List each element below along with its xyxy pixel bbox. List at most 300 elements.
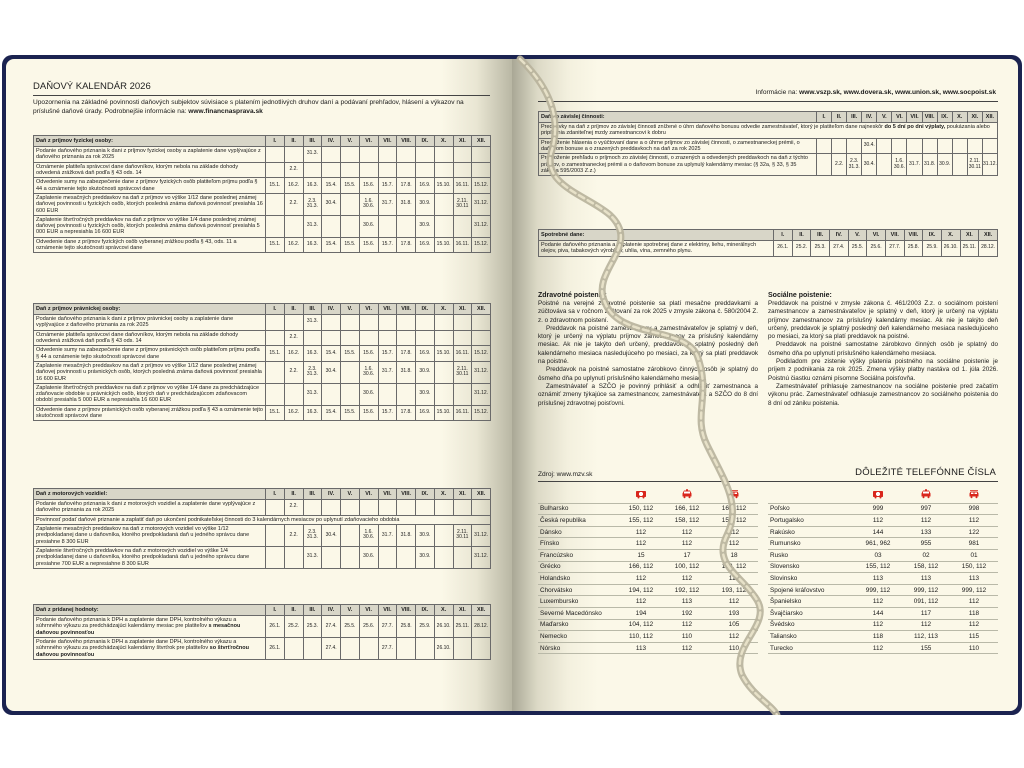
phone-number: 112 [664,642,710,654]
month-header: IX. [937,112,952,123]
phone-number: 112 [902,515,950,527]
phone-number: 999, 112 [854,584,902,596]
date-cell: 30.9. [416,215,435,237]
date-cell [434,361,453,383]
month-header: X. [434,489,453,500]
date-cell: 31.7. [378,361,397,383]
date-cell: 26.10. [941,241,960,257]
social-insurance-title: Sociálne poistenie: [768,292,832,299]
date-cell [472,162,491,178]
date-cell [982,138,997,154]
date-cell [284,215,303,237]
phone-number: 981 [950,538,998,550]
table-row [34,524,491,546]
date-cell: 27.4. [322,616,341,638]
table-income-individual [33,135,491,253]
date-cell [434,383,453,405]
date-cell: 16.3. [303,346,322,362]
table-row [34,162,491,178]
table-row [34,330,491,346]
section-header: Daň z príjmov fyzickej osoby: [34,136,266,147]
phone-number: 122 [950,526,998,538]
phone-number: 112 [710,526,758,538]
table-row [34,383,491,405]
date-cell: 31.3. [303,383,322,405]
date-cell [341,193,360,215]
date-cell [922,138,937,154]
date-cell: 15.12. [472,405,491,421]
month-header: V. [341,605,360,616]
paragraph: Preddavok na poistné zamestnancov a zamestnávateľov je splatný v deň, ktorý je určený na výplatu príjmov zamestnancov za príslušný kalendárny mesiac. Ak nie je takýto deň určený, preddavok je splatný posledný deň kalendárneho mesiaca nasledujúceho po mesiaci, za ktorý sa platí preddavok na poistné. [538,324,758,366]
date-cell [472,500,491,516]
date-cell [322,215,341,237]
date-cell: 31.12. [472,546,491,568]
date-cell: 27.7. [885,241,904,257]
month-header: XII. [472,489,491,500]
phone-number: 113 [618,642,664,654]
date-cell [453,500,472,516]
month-header: XI. [453,304,472,315]
section-header: Spotrebné dane: [539,230,774,241]
date-cell [359,315,378,331]
month-header: VIII. [922,112,937,123]
phone-number: 112 [710,596,758,608]
phone-number: 091, 112 [902,596,950,608]
date-cell: 16.11. [453,405,472,421]
date-cell: 31.7. [907,154,922,176]
ambulance-icon [872,494,884,501]
date-cell: 16.2. [284,405,303,421]
month-header: XI. [453,136,472,147]
date-cell [416,147,435,163]
date-cell [341,500,360,516]
date-cell: 27.4. [829,241,848,257]
row-description: Odvedenie sumy na zabezpečenie dane z príjmov právnických osôb platiteľom príjmu podľa § 44 a oznámenie tejto skutočnosti správcovi dane [34,346,266,362]
date-cell [322,330,341,346]
country-name: Švédsko [768,619,854,631]
date-cell [284,315,303,331]
phone-number: 118 [854,631,902,643]
source-note: Zdroj: www.mzv.sk [538,471,593,478]
date-cell [472,330,491,346]
date-cell [472,315,491,331]
date-cell [937,138,952,154]
date-cell [378,500,397,516]
date-cell: 26.10. [434,616,453,638]
date-cell: 30.4. [322,524,341,546]
date-cell: 30.9. [416,383,435,405]
date-cell [322,383,341,405]
row-description: Zaplatenie štvrťročných preddavkov na daň z príjmov vo výške 1/4 dane poslednej známej daňovej povinnosti u fyzických osôb, ktorých posledná známa daňová povinnosť presiahla 5 000 EUR a nepresiahla 16 600 EUR [34,215,266,237]
date-cell [266,546,285,568]
month-header: VIII. [904,230,923,241]
date-cell [303,637,322,659]
section-header: Daň zo závislej činnosti: [539,112,817,123]
date-cell: 31.8. [397,193,416,215]
table-row [34,616,491,638]
month-header: VII. [907,112,922,123]
date-cell [892,138,907,154]
phone-number: 166, 112 [664,503,710,515]
month-header: II. [284,136,303,147]
month-header: III. [303,304,322,315]
date-cell: 15.7. [378,178,397,194]
row-description: Predloženie prehľadu o príjmoch zo závislej činnosti, o zrazených a odvedených preddavkoch na daň z týchto príjmov, o zamestnaneckej prémii a o daňovom bonuse za uplynulý kalendárny mesiac (§ 32a, § 33, § 35 zákona 595/2003 Z.z.) [539,154,817,176]
date-cell [434,500,453,516]
paragraph: Zamestnávateľ prihlasuje zamestnancov na sociálne poistenie pred začatím výkonu prác. Zamestnávateľ odhlasuje zamestnancov zo sociálneho poistenia do 8 dní od zániku poistenia. [768,382,998,407]
country-name: Dánsko [538,526,618,538]
row-description: Zaplatenie mesačných preddavkov na daň z príjmov vo výške 1/12 dane poslednej známej daňovej povinnosti u právnických osôb, ktorých posledná známa daňová povinnosť presiahla 16 600 EUR [34,361,266,383]
row-description: Zaplatenie mesačných preddavkov na daň z motorových vozidiel vo výške 1/12 predpokladanej dane u daňovníka, ktorého predpokladaná daň u jedného správcu dane presiahne 8 300 EUR [34,524,266,546]
date-cell: 26.10. [434,637,453,659]
date-cell [397,383,416,405]
table-income-corporate [33,303,491,421]
table-row [34,215,491,237]
month-header: XII. [979,230,998,241]
date-cell [266,215,285,237]
date-cell: 30.4. [862,138,877,154]
left-page [6,59,512,711]
tax-table [33,604,491,660]
date-cell: 2.2. [284,330,303,346]
phone-number: 955 [902,538,950,550]
month-header: VI. [867,230,886,241]
date-cell: 17.8. [397,237,416,253]
date-cell [453,147,472,163]
date-cell [434,524,453,546]
date-cell [341,147,360,163]
phone-number: 110 [664,631,710,643]
table-header-row [34,605,491,616]
date-cell [266,524,285,546]
date-cell: 26.1. [774,241,793,257]
date-cell: 16.2. [284,237,303,253]
country-name: Fínsko [538,538,618,550]
month-header: V. [848,230,867,241]
country-name: Švajčiarsko [768,607,854,619]
month-header: XII. [472,304,491,315]
country-name: Rakúsko [768,526,854,538]
financnasprava-link[interactable]: www.financnasprava.sk [188,107,263,115]
month-header: VII. [378,489,397,500]
month-header: VI. [359,136,378,147]
month-header: II. [284,489,303,500]
police-icon [920,494,932,501]
phone-number: 155, 112 [618,515,664,527]
phone-number: 193 [710,607,758,619]
table-vat [33,604,491,660]
phone-number: 110 [950,642,998,654]
month-header: XI. [960,230,979,241]
phone-number: 110, 112 [618,631,664,643]
month-header: IX. [923,230,942,241]
phone-number: 112 [664,619,710,631]
month-header: VII. [885,230,904,241]
phone-number: 112 [854,619,902,631]
date-cell [453,215,472,237]
phone-number: 961, 962 [854,538,902,550]
date-cell: 15.12. [472,237,491,253]
date-cell [416,500,435,516]
date-cell [397,546,416,568]
date-cell: 2.3. 31.3. [303,361,322,383]
date-cell: 25.8. [397,616,416,638]
date-cell [266,330,285,346]
month-header: IV. [322,605,341,616]
date-cell [322,315,341,331]
date-cell: 2.2. [284,162,303,178]
phone-number: 155, 112 [854,561,902,573]
month-header: XI. [453,605,472,616]
info-links: Informácie na: www.vszp.sk, www.dovera.sk, www.union.sk, www.socpoist.sk [755,89,996,96]
date-cell: 25.11. [453,616,472,638]
date-cell: 31.8. [922,154,937,176]
date-cell [266,193,285,215]
date-cell [322,162,341,178]
date-cell: 2.11. 30.11 [453,524,472,546]
date-cell [378,215,397,237]
month-header: V. [341,304,360,315]
phone-number: 112 [618,596,664,608]
phone-number: 112 [618,573,664,585]
country-name: Slovinsko [768,573,854,585]
date-cell: 31.3. [303,215,322,237]
date-cell: 31.12. [472,215,491,237]
month-header: VII. [378,136,397,147]
paragraph: Podkladom pre zistenie výšky platenia poistného na sociálne poistenie je príjem z podnikania za rok 2025. Zmena výšky platby nastáva od 1. júla 2026. Poistnú čiastku oznámi písomne Sociálna poisťovňa. [768,358,998,382]
date-cell: 31.12. [472,193,491,215]
phone-number: 112 [854,642,902,654]
health-insurance-title: Zdravotné poistenie: [538,292,607,299]
date-cell: 2.3. 31.3. [303,193,322,215]
date-cell: 15.12. [472,346,491,362]
row-description: Odvedenie sumy na zabezpečenie dane z príjmov fyzických osôb platiteľom príjmu podľa § 44 a oznámenie tejto skutočnosti správcovi dane [34,178,266,194]
date-cell: 16.2. [284,346,303,362]
date-cell: 15.4. [322,178,341,194]
table-row [34,500,491,516]
intro-text: Upozornenia na základné povinnosti daňových subjektov súvisiace s platením jednotlivých druhov daní a podávaní prehľadov, hlásení a výkazov na príslušné daňové úrady. Podrobnejšie informácie na: www.financnasprava.sk [33,99,464,115]
paragraph: Preddavok na poistné samostatne zárobkovo činných osôb je splatný do ôsmeho dňa po uplynutí príslušného kalendárneho mesiaca. [768,341,998,357]
date-cell [341,330,360,346]
date-cell [378,162,397,178]
month-header: VII. [378,605,397,616]
month-header: III. [847,112,862,123]
row-description: Povinnosť podať daňové priznanie a zaplatiť daň po ukončení podnikateľskej činnosti do 3 kalendárnych mesiacov po uplynutí zdaňovacieho obdobia [34,515,491,524]
country-name: Turecko [768,642,854,654]
date-cell: 17.8. [397,178,416,194]
date-cell: 25.9. [923,241,942,257]
date-cell [817,154,832,176]
date-cell: 16.11. [453,346,472,362]
phone-number: 998 [950,503,998,515]
phone-number: 02 [902,549,950,561]
section-header: Daň z motorových vozidiel: [34,489,266,500]
month-header: I. [266,605,285,616]
month-header: XI. [967,112,982,123]
date-cell [397,147,416,163]
date-cell: 17.8. [397,346,416,362]
date-cell [416,162,435,178]
phone-number: 113 [950,573,998,585]
date-cell [453,383,472,405]
month-header: IV. [322,136,341,147]
month-header: X. [434,605,453,616]
date-cell [877,138,892,154]
month-header: VIII. [397,605,416,616]
month-header: V. [341,489,360,500]
month-header: IX. [416,304,435,315]
date-cell: 31.8. [397,524,416,546]
calendar-spread [2,55,1022,715]
date-cell [303,500,322,516]
date-cell [397,500,416,516]
month-header: V. [341,136,360,147]
country-name: Holandsko [538,573,618,585]
country-name: Severné Macedónsko [538,607,618,619]
date-cell: 2.2. [284,193,303,215]
phone-number: 192, 112 [664,584,710,596]
date-cell [397,215,416,237]
date-cell [832,138,847,154]
month-header: IX. [416,136,435,147]
phone-number: 155 [902,642,950,654]
month-header: VIII. [397,136,416,147]
table-row [34,193,491,215]
date-cell: 16.9. [416,237,435,253]
row-description: Oznámenie platiteľa správcovi dane daňovníkov, ktorým nebola na základe dohody odvedená zrážková daň podľa § 43 ods. 14 [34,162,266,178]
phone-number: 133 [902,526,950,538]
date-cell: 27.7. [378,616,397,638]
row-description: Odvedenie dane z príjmov fyzických osôb vyberanej zrážkou podľa § 43, ods. 11 a oznámenie tejto skutočnosti správcovi dane [34,237,266,253]
phone-number: 999 [854,503,902,515]
date-cell [434,315,453,331]
month-header: VIII. [397,489,416,500]
date-cell: 31.7. [378,193,397,215]
phone-number: 150, 112 [618,503,664,515]
date-cell: 16.3. [303,237,322,253]
month-header: IX. [416,605,435,616]
country-name: Bulharsko [538,503,618,515]
date-cell: 15.5. [341,346,360,362]
month-header: III. [303,605,322,616]
icon-cell [950,487,998,503]
month-header: II. [792,230,811,241]
date-cell: 2.3. 31.3. [847,154,862,176]
month-header: VII. [378,304,397,315]
date-cell: 31.12. [982,154,997,176]
phone-number: 112 [854,596,902,608]
month-header: I. [266,304,285,315]
date-cell: 15.6. [359,237,378,253]
table-row [34,515,491,524]
section-header: Daň z pridanej hodnoty: [34,605,266,616]
date-cell [847,138,862,154]
date-cell: 30.4. [322,361,341,383]
date-cell: 30.9. [416,193,435,215]
date-cell: 30.9. [416,546,435,568]
date-cell [434,147,453,163]
phone-number: 112 [950,515,998,527]
date-cell: 30.9. [416,524,435,546]
phone-number: 113 [854,573,902,585]
month-header: III. [303,136,322,147]
date-cell: 16.11. [453,237,472,253]
date-cell [434,162,453,178]
table-row [34,315,491,331]
date-cell: 15.7. [378,346,397,362]
phones-title: DÔLEŽITÉ TELEFÓNNE ČÍSLA [855,467,996,478]
phone-number: 166, 112 [618,561,664,573]
date-cell [359,147,378,163]
phone-number: 112 [618,538,664,550]
phone-number: 144 [854,607,902,619]
date-cell [341,315,360,331]
date-cell [416,637,435,659]
date-cell [378,315,397,331]
phone-number: 158, 112 [664,515,710,527]
date-cell: 15.6. [359,346,378,362]
table-motor-vehicle-tax [33,488,491,569]
table-row [34,178,491,194]
date-cell: 31.12. [472,361,491,383]
table-row [34,637,491,659]
phone-number: 192 [664,607,710,619]
date-cell [416,315,435,331]
month-header: XI. [453,489,472,500]
phone-number: 112 [664,573,710,585]
row-description: Zaplatenie štvrťročných preddavkov na daň z príjmov vo výške 1/4 dane za predchádzajúce zdaňovacie obdobie u právnických osôb, ktorých daň v predchádzajúcom zdaňovacom období presiahla 5 000 EUR a nepresiahla 16 600 EUR [34,383,266,405]
date-cell [397,315,416,331]
phone-number: 110 [710,642,758,654]
month-header: X. [434,136,453,147]
date-cell: 25.3. [811,241,830,257]
month-header: XII. [472,605,491,616]
date-cell: 28.12. [979,241,998,257]
month-header: IV. [829,230,848,241]
phone-number: 100, 112 [664,561,710,573]
date-cell [303,162,322,178]
date-cell [266,315,285,331]
date-cell [817,138,832,154]
date-cell: 15.10. [434,237,453,253]
date-cell: 2.11. 30.11 [453,361,472,383]
date-cell: 25.6. [359,616,378,638]
date-cell [952,138,967,154]
phone-number: 01 [950,549,998,561]
country-name: Španielsko [768,596,854,608]
date-cell [472,637,491,659]
phone-number: 15 [618,549,664,561]
date-cell: 16.9. [416,405,435,421]
date-cell: 25.9. [416,616,435,638]
phone-number: 118 [950,607,998,619]
date-cell: 15.4. [322,405,341,421]
country-name: Maďarsko [538,619,618,631]
date-cell: 30.9. [416,361,435,383]
table-row [34,237,491,253]
month-header: VI. [359,304,378,315]
phone-number: 113 [902,573,950,585]
date-cell: 2.2. [284,524,303,546]
date-cell: 2.2. [284,361,303,383]
month-header: III. [303,489,322,500]
date-cell: 15.1. [266,178,285,194]
phone-number: 150, 112 [950,561,998,573]
month-header: V. [877,112,892,123]
country-name: Spojené kráľovstvo [768,584,854,596]
date-cell: 15.6. [359,178,378,194]
row-description: Predloženie hlásenia o vyúčtovaní dane a o úhrne príjmov zo závislej činnosti, o zamestnaneckej prémii, o daňovom bonuse a o zrazených preddavkoch na daň za rok 2025 [539,138,817,154]
